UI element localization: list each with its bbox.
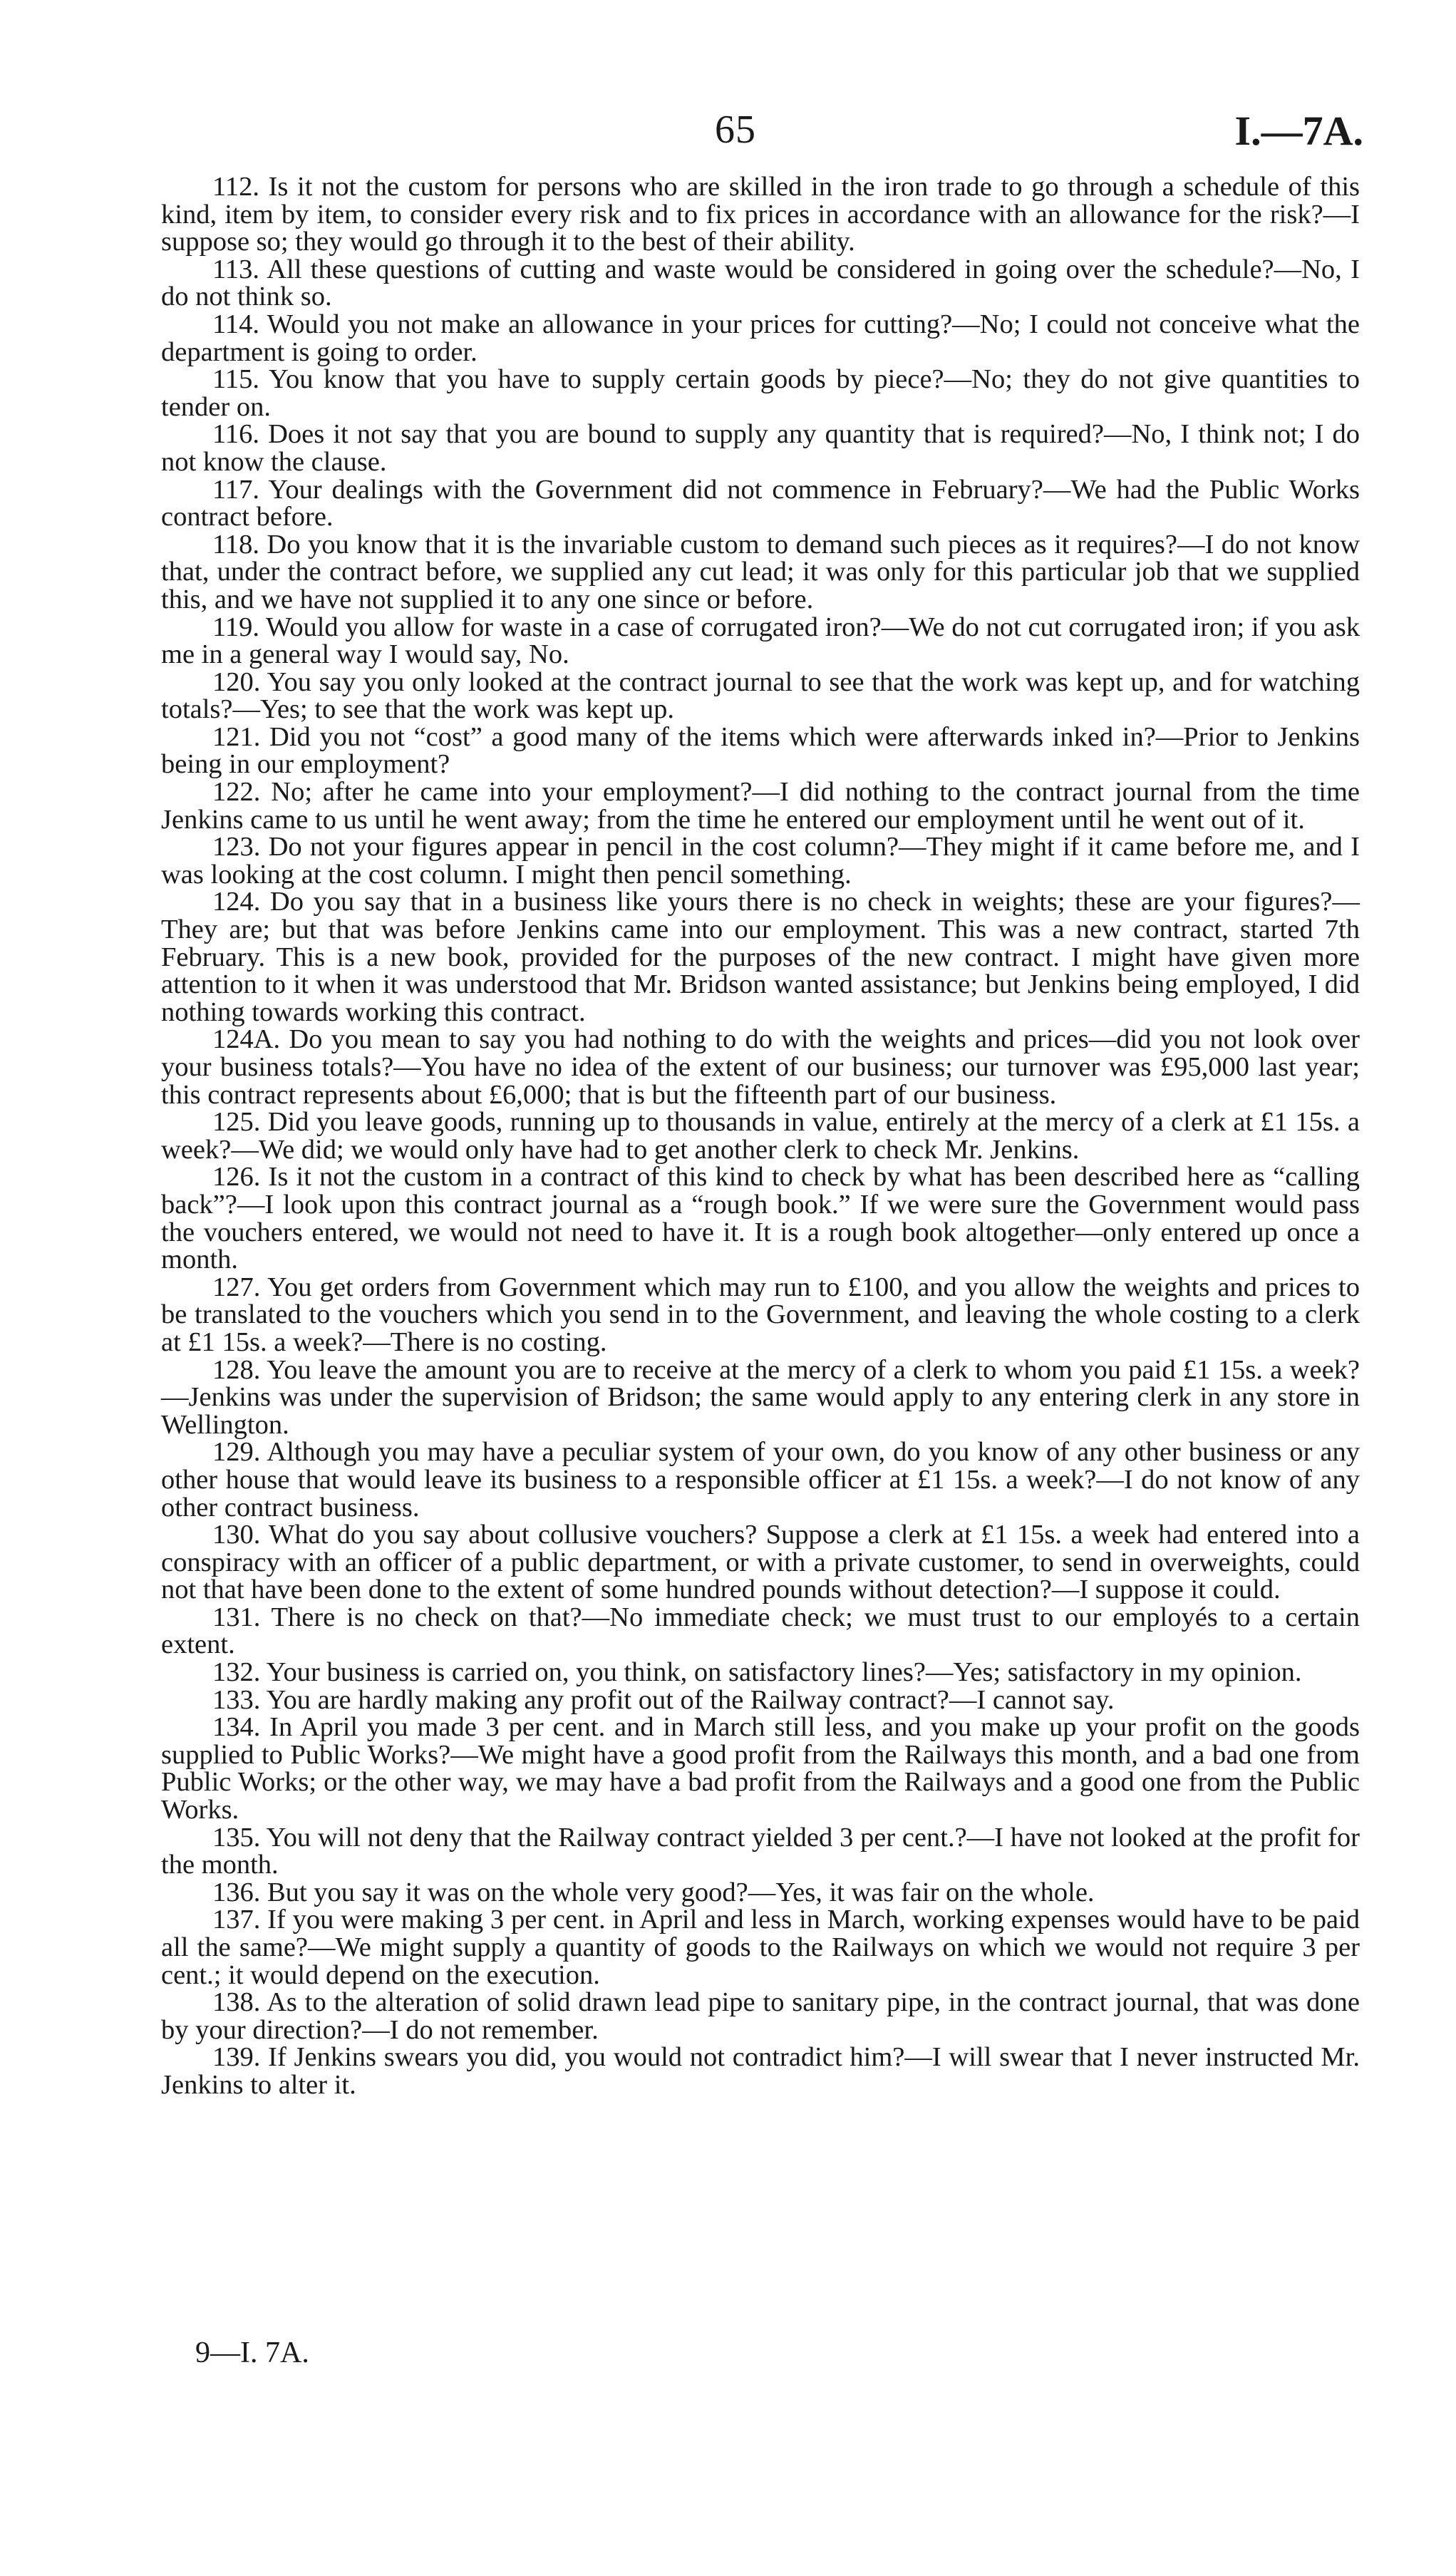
paragraph-127: 127. You get orders from Government which may run to £100, and you allow the weights and prices to be translated to the vouchers which you send in to the Government, and leaving the whole costing to a clerk at £1 15s. a week?—There is no costing. (161, 1272, 1360, 1357)
paragraph-136: 136. But you say it was on the whole very good?—Yes, it was fair on the whole. (212, 1877, 1095, 1907)
document-reference: I.—7A. (1234, 108, 1363, 154)
paragraph-113: 113. All these questions of cutting and waste would be considered in going over the schedule?—No, I do not think so. (161, 254, 1360, 312)
paragraph-120: 120. You say you only looked at the contract journal to see that the work was kept up, and for watching totals?—Yes; to see that the work was kept up. (161, 666, 1360, 725)
paragraph-131: 131. There is no check on that?—No immediate check; we must trust to our employés to a certain extent. (161, 1602, 1360, 1660)
paragraph-124: 124. Do you say that in a business like yours there is no check in weights; these are your figures?—They are; but that was before Jenkins came into our employment. This was a new contract, started 7th February. This is a new book, provided for the purposes of the new contract. I might have given more attention to it when it was understood that Mr. Bridson wanted assistance; but Jenkins being employed, I did nothing towards working this contract. (161, 887, 1360, 1027)
paragraph-129: 129. Although you may have a peculiar system of your own, do you know of any other business or any other house that would leave its business to a responsible officer at £1 15s. a week?—I do not know of any other contract business. (161, 1437, 1360, 1523)
paragraph-117: 117. Your dealings with the Government did not commence in February?—We had the Public Works contract before. (161, 474, 1360, 532)
paragraph-125: 125. Did you leave goods, running up to thousands in value, entirely at the mercy of a clerk at £1 15s. a week?—We did; we would only have had to get another clerk to check Mr. Jenkins. (161, 1107, 1360, 1165)
paragraph-123: 123. Do not your figures appear in pencil in the cost column?—They might if it came before me, and I was looking at the cost column. I might then pencil something. (161, 832, 1360, 890)
paragraph-119: 119. Would you allow for waste in a case of corrugated iron?—We do not cut corrugated iron; if you ask me in a general way I would say, No. (161, 612, 1360, 670)
paragraph-130: 130. What do you say about collusive vouchers? Suppose a clerk at £1 15s. a week had entered into a conspiracy with an officer of a public department, or with a private customer, to send in overweights, could not that have been done to the extent of some hundred pounds without detection?—I suppose it could. (161, 1520, 1360, 1605)
paragraph-112: 112. Is it not the custom for persons who are skilled in the iron trade to go through a schedule of this kind, item by item, to consider every risk and to fix prices in accordance with an allowance for the risk?—I suppose so; they would go through it to the best of their ability. (161, 172, 1360, 257)
printer-signature: 9—I. 7A. (195, 2337, 309, 2369)
paragraph-116: 116. Does it not say that you are bound to supply any quantity that is required?—No, I think not; I do not know the clause. (161, 419, 1360, 477)
paragraph-138: 138. As to the alteration of solid drawn lead pipe to sanitary pipe, in the contract journal, that was done by your direction?—I do not remember. (161, 1987, 1360, 2045)
paragraph-121: 121. Did you not “cost” a good many of the items which were afterwards inked in?—Prior to Jenkins being in our employment? (161, 721, 1360, 780)
paragraph-115: 115. You know that you have to supply certain goods by piece?—No; they do not give quantities to tender on. (161, 364, 1360, 422)
paragraph-133: 133. You are hardly making any profit out of the Railway contract?—I cannot say. (212, 1684, 1115, 1715)
paragraph-139: 139. If Jenkins swears you did, you would not contradict him?—I will swear that I never instructed Mr. Jenkins to alter it. (161, 2042, 1360, 2100)
paragraph-118: 118. Do you know that it is the invariable custom to demand such pieces as it requires?—I do not know that, under the contract before, we supplied any cut lead; it was only for this particular job that we supplied this, and we have not supplied it to any one since or before. (161, 529, 1360, 614)
paragraph-134: 134. In April you made 3 per cent. and in March still less, and you make up your profit on the goods supplied to Public Works?—We might have a good profit from the Railways this month, and a bad one from Public Works; or the other way, we may have a bad profit from the Railways and a good one from the Public Works. (161, 1712, 1360, 1825)
paragraph-128: 128. You leave the amount you are to receive at the mercy of a clerk to whom you paid £1 15s. a week?—Jenkins was under the supervision of Bridson; the same would apply to any entering clerk in any store in Wellington. (161, 1354, 1360, 1440)
paragraph-114: 114. Would you not make an allowance in your prices for cutting?—No; I could not conceive what the department is going to order. (161, 309, 1360, 367)
testimony-body (161, 173, 1360, 2099)
paragraph-135: 135. You will not deny that the Railway contract yielded 3 per cent.?—I have not looked at the profit for the month. (161, 1822, 1360, 1880)
paragraph-126: 126. Is it not the custom in a contract of this kind to check by what has been described here as “calling back”?—I look upon this contract journal as a “rough book.” If we were sure the Government would pass the vouchers entered, we would not need to have it. It is a rough book altogether—only entered up once a month. (161, 1162, 1360, 1275)
paragraph-124a: 124A. Do you mean to say you had nothing to do with the weights and prices—did you not look over your business totals?—You have no idea of the extent of our business; our turnover was £95,000 last year; this contract represents about £6,000; that is but the fifteenth part of our business. (161, 1024, 1360, 1110)
paragraph-132: 132. Your business is carried on, you think, on satisfactory lines?—Yes; satisfactory in my opinion. (212, 1657, 1302, 1688)
page-number: 65 (715, 108, 756, 152)
paragraph-122: 122. No; after he came into your employment?—I did nothing to the contract journal from the time Jenkins came to us until he went away; from the time he entered our employment until he went out of it. (161, 777, 1360, 835)
paragraph-137: 137. If you were making 3 per cent. in April and less in March, working expenses would have to be paid all the same?—We might supply a quantity of goods to the Railways on which we would not require 3 per cent.; it would depend on the execution. (161, 1905, 1360, 1990)
